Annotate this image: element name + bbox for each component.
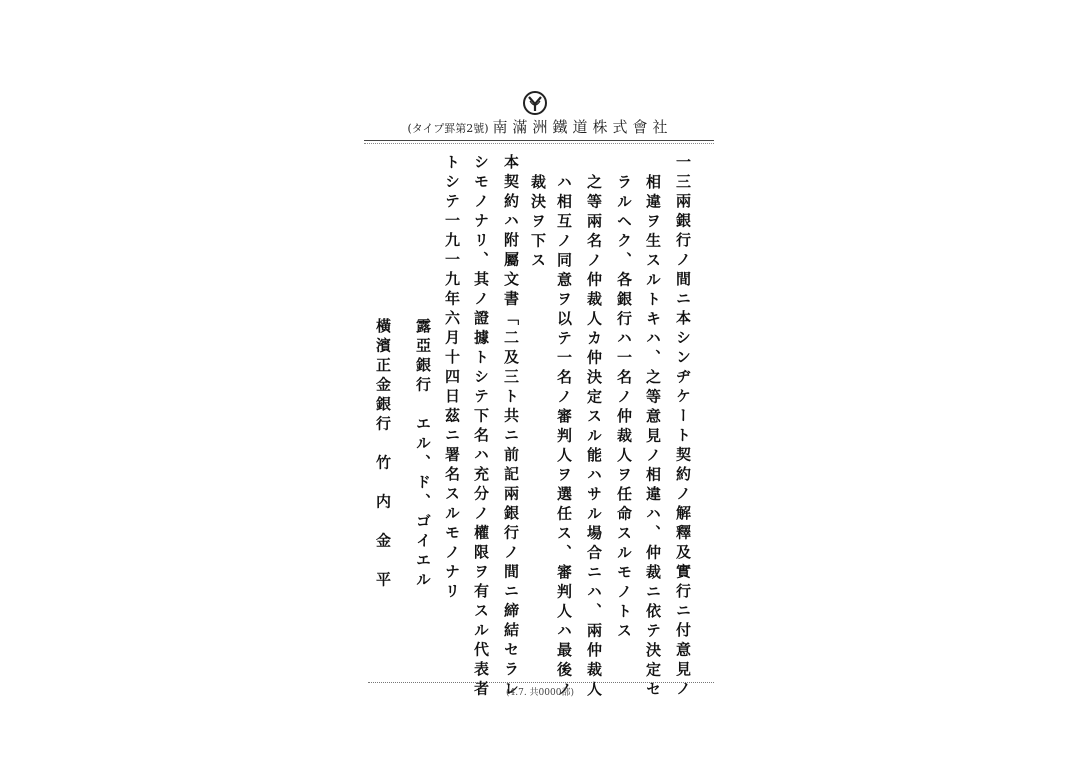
footer-rule [368, 682, 714, 683]
company-name: 南滿洲鐵道株式會社 [492, 118, 673, 136]
form-number: (タイプ罫第2號) [407, 122, 489, 135]
text-column: 本契約ハ附屬文書「二及三ト共ニ前記兩銀行ノ間ニ締結セラレ [502, 154, 520, 700]
signatory-russo-asiatic: 露亞銀行 エル、ド、ゴイエル [414, 318, 432, 591]
text-column: ハ相互ノ同意ヲ以テ一名ノ審判人ヲ選任ス、審判人ハ最後ノ [555, 174, 573, 701]
letterhead [360, 116, 720, 137]
text-column: トシテ一九一九年六月十四日茲ニ署名スルモノナリ [443, 154, 461, 603]
company-logo-icon [522, 90, 548, 116]
footer-note: (4.7. 共0000部) [506, 688, 574, 698]
text-column: 裁決ヲ下ス [529, 174, 547, 272]
text-column: 相違ヲ生スルトキハ、之等意見ノ相違ハ、仲裁ニ依テ決定セ [644, 174, 662, 701]
text-column: 之等兩名ノ仲裁人カ仲決定スル能ハサル場合ニハ、兩仲裁人 [585, 174, 603, 701]
document-page [360, 80, 720, 700]
text-column: 一三兩銀行ノ間ニ本シンヂケート契約ノ解釋及實行ニ付意見ノ [674, 154, 692, 700]
header-rule-dotted [364, 143, 714, 144]
text-column: ラルヘク、各銀行ハ一名ノ仲裁人ヲ任命スルモノトス [615, 174, 633, 642]
signatory-yokohama-specie: 橫濱正金銀行 竹 内 金 平 [374, 318, 392, 591]
header-rule [364, 140, 714, 141]
text-column: シモノナリ、其ノ證據トシテ下名ハ充分ノ權限ヲ有スル代表者 [472, 154, 490, 700]
